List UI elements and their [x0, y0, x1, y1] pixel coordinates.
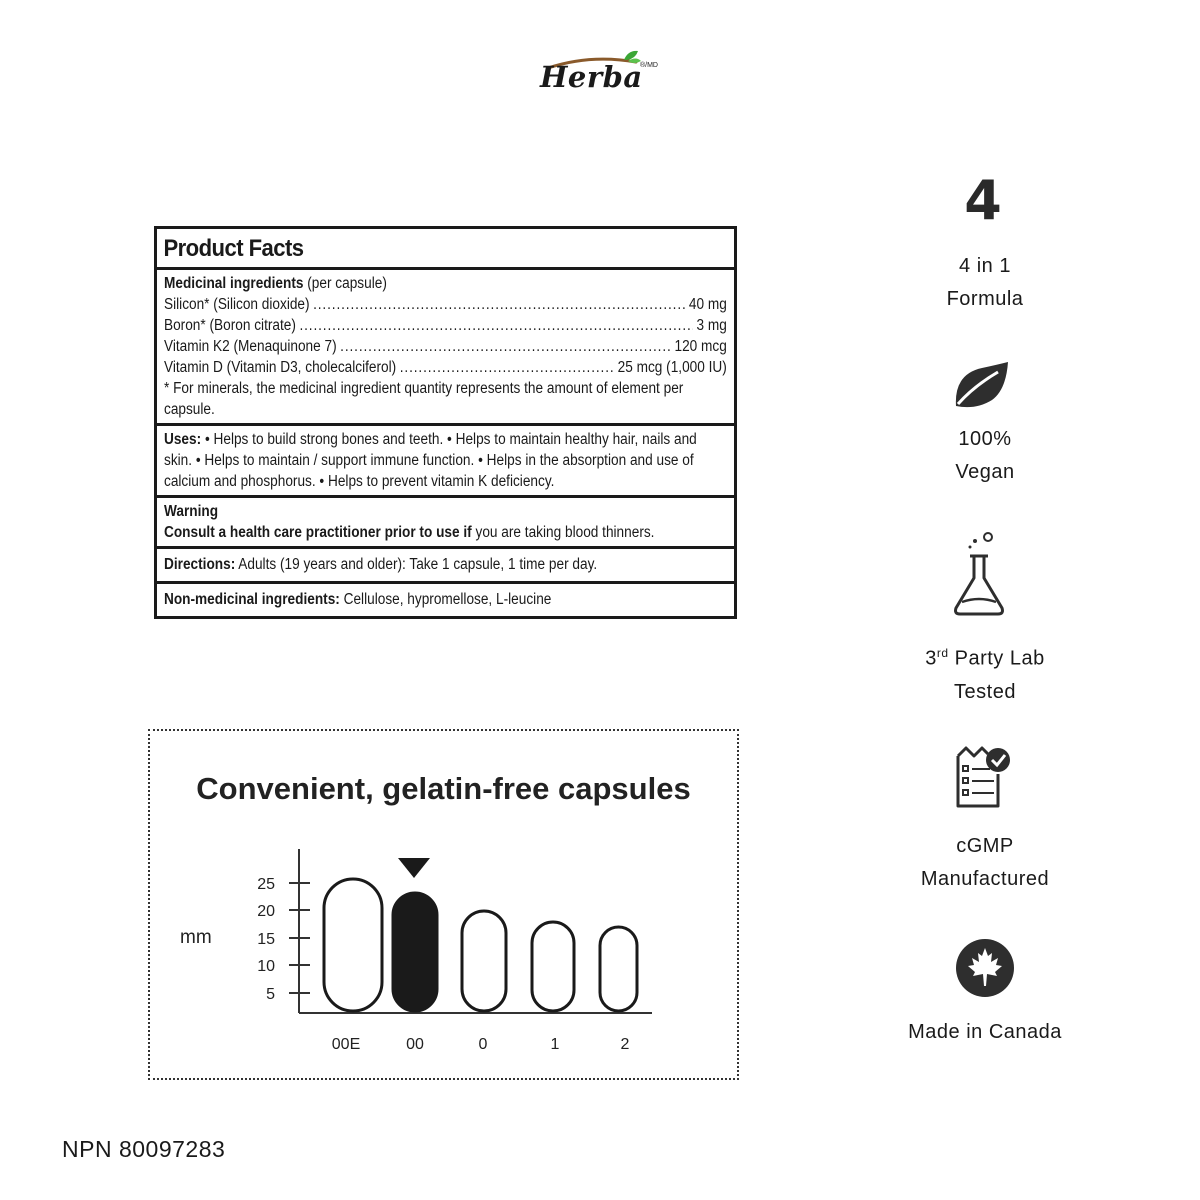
capsule-size-panel — [148, 729, 739, 1080]
y-tick — [257, 931, 310, 948]
brand-logo — [540, 48, 670, 98]
badge-formula — [900, 250, 1070, 316]
directions-text: Adults (19 years and older): Take 1 capsule, 1 time per day. — [235, 556, 598, 573]
warning-text: you are taking blood thinners. — [471, 524, 655, 541]
badge-lab-tested — [900, 637, 1070, 709]
badge-line: Vegan — [955, 461, 1015, 483]
product-facts-table — [154, 226, 737, 619]
nonmed-text: Cellulose, hypromellose, L-leucine — [339, 591, 552, 608]
badge-line: Formula — [946, 288, 1024, 310]
directions-section — [157, 546, 734, 581]
badge-sup: rd — [936, 646, 949, 660]
medicinal-ingredients-section — [157, 267, 734, 423]
checklist-icon — [952, 744, 1014, 815]
ingredient-qty: 25 mcg (1,000 IU) — [617, 359, 727, 376]
warning-section — [157, 495, 734, 546]
badge-line: Made in Canada — [908, 1021, 1062, 1043]
capsule-00-highlighted — [393, 893, 437, 1011]
y-tick — [257, 876, 310, 893]
y-tick — [266, 986, 310, 1003]
ingredient-row — [164, 336, 727, 357]
badge-line: Tested — [954, 680, 1016, 703]
badge-line: 4 in 1 — [959, 255, 1011, 277]
ingredient-row — [164, 315, 727, 336]
badge-line: 3 — [925, 647, 937, 670]
ingredient-row — [164, 357, 727, 378]
badge-line: 100% — [958, 428, 1012, 450]
y-tick-label: 20 — [257, 903, 275, 920]
medicinal-label: Medicinal ingredients — [164, 275, 304, 292]
number-four-icon: 4 — [964, 169, 1002, 232]
ingredient-qty: 3 mg — [696, 317, 727, 334]
warning-bold-text: Consult a health care practitioner prior to use if — [164, 524, 472, 541]
medicinal-suffix: (per capsule) — [303, 275, 387, 292]
uses-section — [157, 423, 734, 495]
capsule-0 — [462, 911, 506, 1011]
warning-label: Warning — [164, 503, 219, 520]
facts-title: Product Facts — [163, 235, 304, 262]
ingredient-name: Vitamin D (Vitamin D3, cholecalciferol) — [164, 359, 397, 376]
y-tick — [257, 958, 310, 975]
capsule-panel-title: Convenient, gelatin-free capsules — [196, 771, 691, 806]
lab-flask-icon — [948, 530, 1010, 625]
selected-arrow-icon — [398, 858, 430, 878]
unit-label: mm — [180, 927, 212, 948]
non-medicinal-section — [157, 581, 734, 616]
npn-number: NPN 80097283 — [62, 1136, 226, 1162]
y-tick-label: 10 — [257, 958, 275, 975]
badge-vegan — [900, 423, 1070, 489]
leaf-icon — [952, 360, 1012, 415]
badge-cgmp — [900, 830, 1070, 896]
uses-label: Uses: — [164, 431, 202, 448]
uses-text: • Helps to build strong bones and teeth. • Helps to maintain healthy hair, nails and skin. • Helps to maintain / support immune function. • Helps in the absorption and use of calcium and phosphorus. • Helps to prevent vitamin K deficiency. — [164, 431, 697, 490]
size-label: 1 — [550, 1036, 560, 1053]
ingredient-name: Silicon* (Silicon dioxide) — [164, 296, 310, 313]
y-tick-label: 5 — [266, 986, 275, 1003]
badge-made-in-canada — [900, 1016, 1070, 1049]
ingredient-qty: 40 mg — [688, 296, 727, 313]
maple-leaf-icon — [955, 938, 1015, 1003]
badge-line: cGMP — [956, 835, 1014, 857]
size-label: 00 — [406, 1036, 424, 1053]
ingredient-qty: 120 mcg — [674, 338, 727, 355]
y-tick — [257, 903, 310, 920]
ingredient-footnote: * For minerals, the medicinal ingredient quantity represents the amount of element per capsule. — [164, 380, 684, 418]
ingredient-row — [164, 294, 727, 315]
capsule-00e — [324, 879, 382, 1011]
capsule-2 — [600, 927, 637, 1011]
size-label: 0 — [478, 1036, 488, 1053]
y-tick-label: 25 — [257, 876, 275, 893]
ingredient-name: Vitamin K2 (Menaquinone 7) — [164, 338, 337, 355]
capsule-1 — [532, 922, 574, 1011]
badge-line: Manufactured — [920, 868, 1050, 890]
brand-name: Herba — [540, 60, 643, 94]
y-tick-label: 15 — [257, 931, 275, 948]
directions-label: Directions: — [164, 556, 236, 573]
size-label: 00E — [331, 1036, 361, 1053]
capsule-size-chart — [150, 731, 737, 1078]
brand-registered-mark: ®/MD — [640, 62, 658, 69]
badge-line: Party Lab — [948, 647, 1045, 670]
size-label: 2 — [620, 1036, 630, 1053]
nonmed-label: Non-medicinal ingredients: — [164, 591, 340, 608]
ingredient-name: Boron* (Boron citrate) — [164, 317, 296, 334]
